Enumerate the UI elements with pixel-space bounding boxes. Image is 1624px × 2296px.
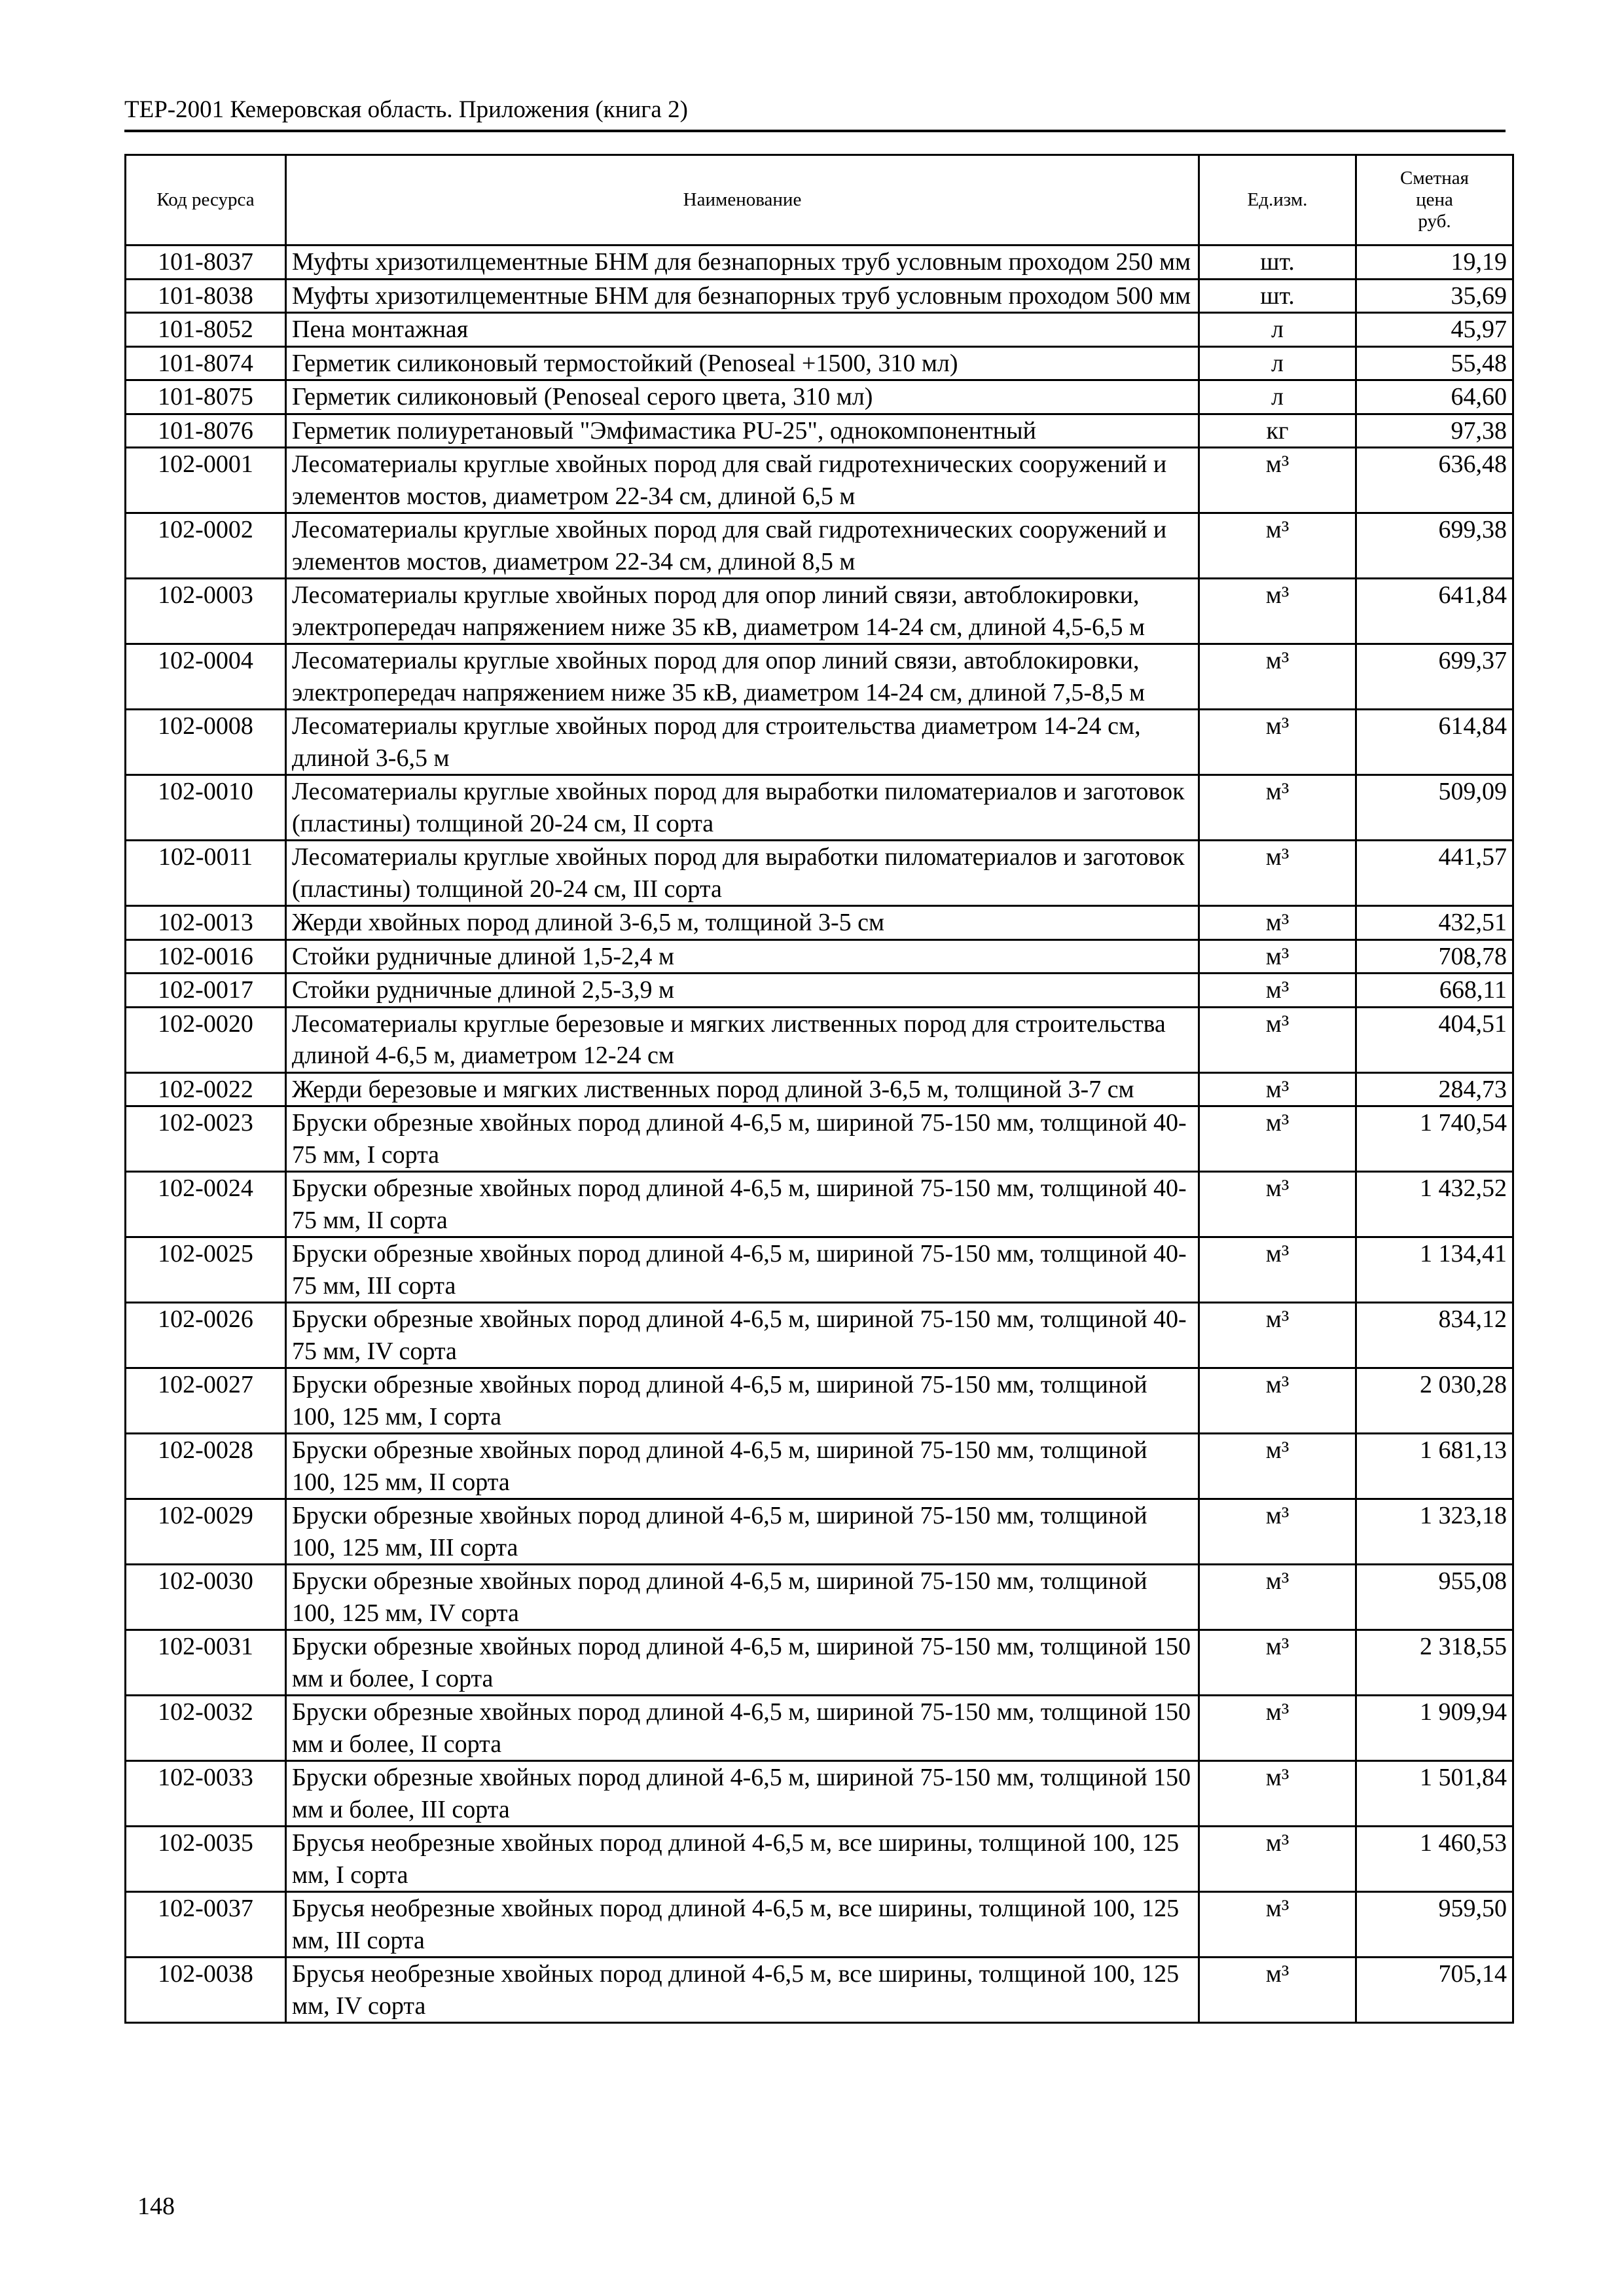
unit-cell: м³: [1199, 579, 1356, 644]
table-body: [126, 246, 1513, 2023]
resource-name-cell: Лесоматериалы круглые хвойных пород для опор линий связи, автоблокировки, электропередач напряжением ниже 35 кВ, диаметром 14-24 см, длиной 7,5-8,5 м: [286, 644, 1199, 710]
price-cell: 705,14: [1356, 1958, 1513, 2023]
table-row: [126, 279, 1513, 313]
unit-cell: м³: [1199, 906, 1356, 940]
price-cell: 2 030,28: [1356, 1368, 1513, 1434]
resource-code-cell: 101-8076: [126, 414, 286, 448]
resource-name-cell: Бруски обрезные хвойных пород длиной 4-6,5 м, шириной 75-150 мм, толщиной 100, 125 мм, III сорта: [286, 1499, 1199, 1565]
resource-name-cell: Брусья необрезные хвойных пород длиной 4-6,5 м, все ширины, толщиной 100, 125 мм, III сорта: [286, 1892, 1199, 1958]
resource-code-cell: 102-0030: [126, 1565, 286, 1630]
table-row: [126, 1368, 1513, 1434]
resource-name-cell: Лесоматериалы круглые хвойных пород для опор линий связи, автоблокировки, электропередач напряжением ниже 35 кВ, диаметром 14-24 см, длиной 4,5-6,5 м: [286, 579, 1199, 644]
resource-code-cell: 102-0022: [126, 1072, 286, 1106]
price-cell: 35,69: [1356, 279, 1513, 313]
price-cell: 55,48: [1356, 346, 1513, 380]
resource-code-cell: 102-0004: [126, 644, 286, 710]
unit-cell: м³: [1199, 1630, 1356, 1696]
resource-name-cell: Жерди хвойных пород длиной 3-6,5 м, толщиной 3-5 см: [286, 906, 1199, 940]
price-cell: 636,48: [1356, 448, 1513, 513]
price-cell: 699,37: [1356, 644, 1513, 710]
unit-cell: м³: [1199, 1761, 1356, 1827]
resource-name-cell: Герметик полиуретановый "Эмфимастика PU-25", однокомпонентный: [286, 414, 1199, 448]
resource-name-cell: Бруски обрезные хвойных пород длиной 4-6,5 м, шириной 75-150 мм, толщиной 40-75 мм, IV сорта: [286, 1303, 1199, 1368]
resource-code-cell: 102-0001: [126, 448, 286, 513]
price-cell: 441,57: [1356, 841, 1513, 906]
table-row: [126, 841, 1513, 906]
unit-cell: м³: [1199, 1434, 1356, 1499]
price-cell: 1 501,84: [1356, 1761, 1513, 1827]
price-cell: 404,51: [1356, 1007, 1513, 1072]
unit-cell: м³: [1199, 513, 1356, 579]
price-cell: 1 432,52: [1356, 1172, 1513, 1237]
resource-name-cell: Бруски обрезные хвойных пород длиной 4-6,5 м, шириной 75-150 мм, толщиной 40-75 мм, III сорта: [286, 1237, 1199, 1303]
price-cell: 284,73: [1356, 1072, 1513, 1106]
resource-code-cell: 102-0020: [126, 1007, 286, 1072]
resource-code-cell: 102-0025: [126, 1237, 286, 1303]
resource-code-cell: 101-8038: [126, 279, 286, 313]
price-cell: 1 909,94: [1356, 1696, 1513, 1761]
table-row: [126, 1827, 1513, 1892]
table-row: [126, 1007, 1513, 1072]
column-header-price: [1356, 155, 1513, 246]
unit-cell: кг: [1199, 414, 1356, 448]
column-header-price-line: Сметная: [1400, 168, 1469, 189]
resource-name-cell: Бруски обрезные хвойных пород длиной 4-6,5 м, шириной 75-150 мм, толщиной 40-75 мм, I сорта: [286, 1106, 1199, 1172]
resource-name-cell: Стойки рудничные длиной 2,5-3,9 м: [286, 974, 1199, 1008]
unit-cell: м³: [1199, 974, 1356, 1008]
unit-cell: м³: [1199, 710, 1356, 775]
resource-name-cell: Лесоматериалы круглые хвойных пород для выработки пиломатериалов и заготовок (пластины) толщиной 20-24 см, III сорта: [286, 841, 1199, 906]
price-cell: 834,12: [1356, 1303, 1513, 1368]
resource-code-cell: 102-0013: [126, 906, 286, 940]
column-header-unit: Ед.изм.: [1199, 155, 1356, 246]
price-cell: 1 460,53: [1356, 1827, 1513, 1892]
page-number: 148: [137, 2193, 175, 2220]
resource-code-cell: 102-0016: [126, 939, 286, 974]
table-row: [126, 1072, 1513, 1106]
unit-cell: шт.: [1199, 246, 1356, 280]
resource-name-cell: Брусья необрезные хвойных пород длиной 4-6,5 м, все ширины, толщиной 100, 125 мм, I сорта: [286, 1827, 1199, 1892]
column-header-name: Наименование: [286, 155, 1199, 246]
unit-cell: м³: [1199, 448, 1356, 513]
unit-cell: м³: [1199, 1696, 1356, 1761]
resource-code-cell: 102-0037: [126, 1892, 286, 1958]
resource-name-cell: Бруски обрезные хвойных пород длиной 4-6,5 м, шириной 75-150 мм, толщиной 100, 125 мм, IV сорта: [286, 1565, 1199, 1630]
table-row: [126, 1303, 1513, 1368]
column-header-code: Код ресурса: [126, 155, 286, 246]
resource-code-cell: 102-0011: [126, 841, 286, 906]
price-cell: 509,09: [1356, 775, 1513, 841]
resource-name-cell: Бруски обрезные хвойных пород длиной 4-6,5 м, шириной 75-150 мм, толщиной 40-75 мм, II сорта: [286, 1172, 1199, 1237]
price-cell: 1 740,54: [1356, 1106, 1513, 1172]
price-table: [124, 154, 1514, 2024]
resource-name-cell: Лесоматериалы круглые хвойных пород для строительства диаметром 14-24 см, длиной 3-6,5 м: [286, 710, 1199, 775]
resource-name-cell: Бруски обрезные хвойных пород длиной 4-6,5 м, шириной 75-150 мм, толщиной 150 мм и более, II сорта: [286, 1696, 1199, 1761]
resource-name-cell: Брусья необрезные хвойных пород длиной 4-6,5 м, все ширины, толщиной 100, 125 мм, IV сорта: [286, 1958, 1199, 2023]
resource-name-cell: Лесоматериалы круглые хвойных пород для свай гидротехнических сооружений и элементов мостов, диаметром 22-34 см, длиной 6,5 м: [286, 448, 1199, 513]
resource-name-cell: Бруски обрезные хвойных пород длиной 4-6,5 м, шириной 75-150 мм, толщиной 100, 125 мм, I сорта: [286, 1368, 1199, 1434]
price-cell: 959,50: [1356, 1892, 1513, 1958]
resource-code-cell: 101-8037: [126, 246, 286, 280]
resource-code-cell: 102-0029: [126, 1499, 286, 1565]
price-cell: 64,60: [1356, 380, 1513, 414]
table-row: [126, 1892, 1513, 1958]
resource-name-cell: Лесоматериалы круглые хвойных пород для выработки пиломатериалов и заготовок (пластины) толщиной 20-24 см, II сорта: [286, 775, 1199, 841]
table-row: [126, 906, 1513, 940]
unit-cell: л: [1199, 313, 1356, 347]
unit-cell: м³: [1199, 1106, 1356, 1172]
unit-cell: м³: [1199, 1007, 1356, 1072]
resource-code-cell: 102-0033: [126, 1761, 286, 1827]
header-rule: [124, 130, 1506, 132]
table-row: [126, 448, 1513, 513]
price-cell: 1 323,18: [1356, 1499, 1513, 1565]
unit-cell: л: [1199, 346, 1356, 380]
table-row: [126, 1696, 1513, 1761]
resource-code-cell: 101-8075: [126, 380, 286, 414]
table-row: [126, 775, 1513, 841]
price-cell: 1 134,41: [1356, 1237, 1513, 1303]
unit-cell: м³: [1199, 1565, 1356, 1630]
table-row: [126, 1106, 1513, 1172]
table-row: [126, 939, 1513, 974]
resource-code-cell: 102-0027: [126, 1368, 286, 1434]
price-cell: 97,38: [1356, 414, 1513, 448]
table-row: [126, 1958, 1513, 2023]
resource-code-cell: 102-0035: [126, 1827, 286, 1892]
resource-code-cell: 102-0008: [126, 710, 286, 775]
resource-code-cell: 102-0002: [126, 513, 286, 579]
table-row: [126, 1172, 1513, 1237]
resource-name-cell: Жерди березовые и мягких лиственных пород длиной 3-6,5 м, толщиной 3-7 см: [286, 1072, 1199, 1106]
unit-cell: м³: [1199, 939, 1356, 974]
resource-code-cell: 102-0024: [126, 1172, 286, 1237]
price-cell: 2 318,55: [1356, 1630, 1513, 1696]
table-row: [126, 346, 1513, 380]
resource-name-cell: Лесоматериалы круглые хвойных пород для свай гидротехнических сооружений и элементов мостов, диаметром 22-34 см, длиной 8,5 м: [286, 513, 1199, 579]
unit-cell: л: [1199, 380, 1356, 414]
column-header-price-line: руб.: [1418, 211, 1451, 232]
resource-code-cell: 102-0010: [126, 775, 286, 841]
table-row: [126, 1237, 1513, 1303]
resource-name-cell: Муфты хризотилцементные БНМ для безнапорных труб условным проходом 250 мм: [286, 246, 1199, 280]
price-cell: 641,84: [1356, 579, 1513, 644]
resource-code-cell: 102-0003: [126, 579, 286, 644]
column-header-price-line: цена: [1416, 189, 1453, 210]
table-row: [126, 1761, 1513, 1827]
unit-cell: м³: [1199, 841, 1356, 906]
price-cell: 668,11: [1356, 974, 1513, 1008]
resource-code-cell: 102-0023: [126, 1106, 286, 1172]
unit-cell: м³: [1199, 644, 1356, 710]
page-header: ТЕР-2001 Кемеровская область. Приложения (книга 2): [124, 96, 688, 123]
unit-cell: м³: [1199, 1827, 1356, 1892]
table-row: [126, 513, 1513, 579]
resource-code-cell: 102-0017: [126, 974, 286, 1008]
resource-code-cell: 102-0028: [126, 1434, 286, 1499]
table-row: [126, 380, 1513, 414]
resource-name-cell: Бруски обрезные хвойных пород длиной 4-6,5 м, шириной 75-150 мм, толщиной 150 мм и более, III сорта: [286, 1761, 1199, 1827]
table-row: [126, 1630, 1513, 1696]
resource-name-cell: Бруски обрезные хвойных пород длиной 4-6,5 м, шириной 75-150 мм, толщиной 150 мм и более, I сорта: [286, 1630, 1199, 1696]
unit-cell: шт.: [1199, 279, 1356, 313]
unit-cell: м³: [1199, 1368, 1356, 1434]
price-cell: 19,19: [1356, 246, 1513, 280]
price-cell: 432,51: [1356, 906, 1513, 940]
unit-cell: м³: [1199, 1892, 1356, 1958]
resource-name-cell: Герметик силиконовый (Penoseal серого цвета, 310 мл): [286, 380, 1199, 414]
table-row: [126, 644, 1513, 710]
table-row: [126, 313, 1513, 347]
price-cell: 45,97: [1356, 313, 1513, 347]
unit-cell: м³: [1199, 1237, 1356, 1303]
resource-code-cell: 101-8052: [126, 313, 286, 347]
table-row: [126, 414, 1513, 448]
price-cell: 955,08: [1356, 1565, 1513, 1630]
table-row: [126, 1565, 1513, 1630]
resource-name-cell: Бруски обрезные хвойных пород длиной 4-6,5 м, шириной 75-150 мм, толщиной 100, 125 мм, II сорта: [286, 1434, 1199, 1499]
unit-cell: м³: [1199, 1958, 1356, 2023]
price-cell: 1 681,13: [1356, 1434, 1513, 1499]
price-cell: 708,78: [1356, 939, 1513, 974]
table-row: [126, 579, 1513, 644]
unit-cell: м³: [1199, 1499, 1356, 1565]
unit-cell: м³: [1199, 775, 1356, 841]
table-row: [126, 1499, 1513, 1565]
resource-code-cell: 102-0038: [126, 1958, 286, 2023]
table-row: [126, 246, 1513, 280]
resource-code-cell: 102-0032: [126, 1696, 286, 1761]
unit-cell: м³: [1199, 1072, 1356, 1106]
resource-code-cell: 102-0031: [126, 1630, 286, 1696]
price-cell: 614,84: [1356, 710, 1513, 775]
price-cell: 699,38: [1356, 513, 1513, 579]
table-row: [126, 1434, 1513, 1499]
resource-name-cell: Муфты хризотилцементные БНМ для безнапорных труб условным проходом 500 мм: [286, 279, 1199, 313]
unit-cell: м³: [1199, 1303, 1356, 1368]
unit-cell: м³: [1199, 1172, 1356, 1237]
resource-name-cell: Пена монтажная: [286, 313, 1199, 347]
resource-code-cell: 101-8074: [126, 346, 286, 380]
table-row: [126, 710, 1513, 775]
table-row: [126, 974, 1513, 1008]
resource-code-cell: 102-0026: [126, 1303, 286, 1368]
resource-name-cell: Герметик силиконовый термостойкий (Penoseal +1500, 310 мл): [286, 346, 1199, 380]
resource-name-cell: Стойки рудничные длиной 1,5-2,4 м: [286, 939, 1199, 974]
resource-name-cell: Лесоматериалы круглые березовые и мягких лиственных пород для строительства длиной 4-6,5 м, диаметром 12-24 см: [286, 1007, 1199, 1072]
table-header-row: [126, 155, 1513, 246]
